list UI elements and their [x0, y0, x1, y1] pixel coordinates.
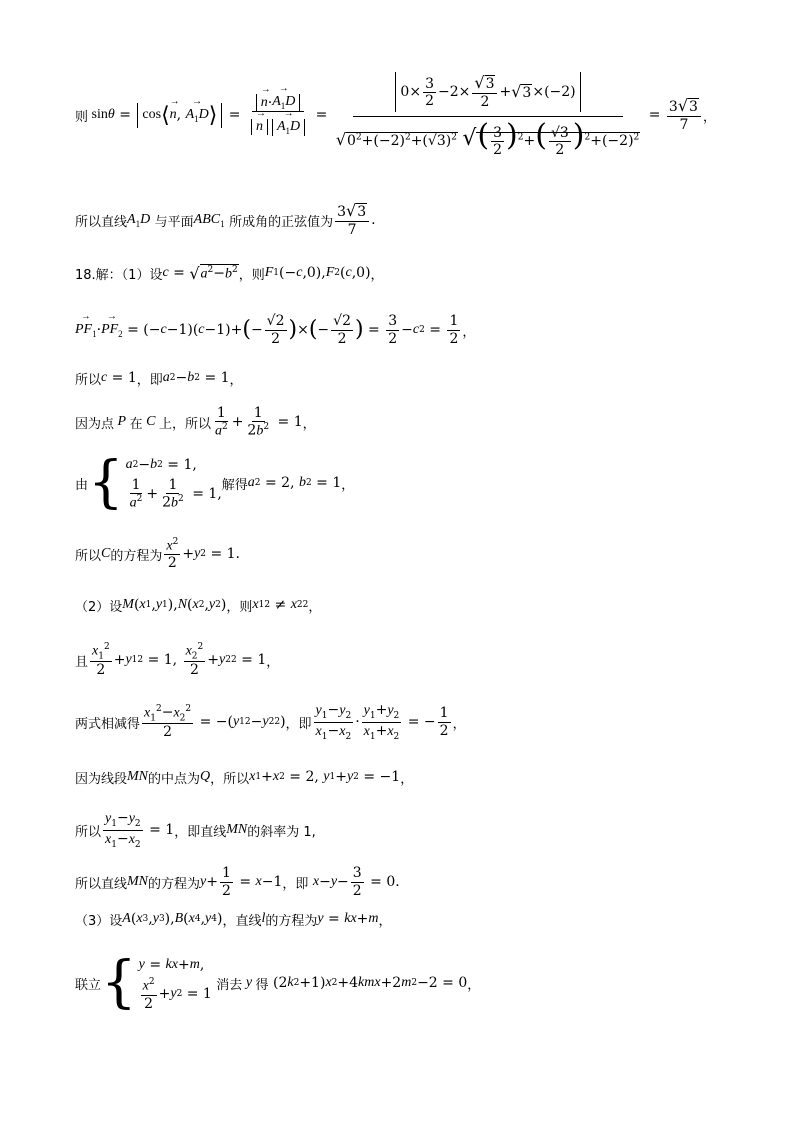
q18-subtract: 两式相减得 $\frac{x_1^2-x_2^2}{2}$ = −( y 1 2 − y 2 2 ) ，即 $\frac{y_1-y_2}{x_1-x_2}$ · $\frac{y_1+y_2}{x_1+x_2}$ = − $\frac{1}{2}$ ， [75, 702, 466, 742]
q18-part1-set-c: 18.解：（1）设 c = √ $a^2-b^2$ ，则 F 1 (− c ,0), F 2 ( c ,0) ， [75, 263, 384, 283]
q18-slope: 所以 $\frac{y_1-y_2}{x_1-x_2}$ = 1 ，即直线 MN 的斜率为 1, [75, 810, 316, 850]
q18-label: 18.解：（1）设 [75, 267, 163, 283]
frac-dot-over-norms: → n · → $A_1D$ → n → $A_1D$ [247, 94, 309, 137]
q18-both-on-ellipse: 且 $\frac{x_1^2}{2}$ + y 1 2 = 1, $\frac{x_2^2}{2}$ + y 2 2 = 1 ， [75, 641, 280, 679]
q18-dot-product: → $PF_1$ · → $PF_2$ = (− c −1)( c −1)+ ( − $\frac{√2}{2}$ ) × ( − $\frac{√2}{2}$ ) = $\frac{3}{2}$ − c 2 = $\frac{1}{2}$ ， [75, 305, 475, 355]
q18-point-on-c: 因为点 P 在 C 上，所以 $\frac{1}{a^2}$ + $\frac{1}{2b^2}$ = 1 ， [75, 404, 316, 439]
q18-part3-set: （3）设 A ( x 3 , y 3 ), B ( x 4 , y 4 ) ，直线 l 的方程为 y = kx + m ， [75, 911, 392, 929]
sin-theta-formula: 则 sin θ = cos ⟨ → n , → $A_1D$ ⟩ = → n · → $A_1D$ → n → $A_1D$ = 0× $\frac{3}{2}$ −2× $\frac{√3}{2}$ + √ 3 ×(−2) $√0^2+(-2)^2+(√3)^2$ √( $\frac{3}{2}$ )$^2$+( $\frac{√3}{2}$ )$^2+(-2)^2$ = $\frac{3√3}{7}$ ， [75, 60, 716, 170]
q18-joint-system: 联立 { y = kx + m , $\frac{x^2}{2}$ + y 2 = 1 消去 y 得 (2 k 2 +1) x 2 +4 kmx +2 m 2 −2 = 0 ， [75, 949, 481, 1015]
abs-cos: cos ⟨ → n , → $A_1D$ ⟩ [137, 103, 222, 128]
text-ze: 则 [75, 109, 89, 125]
q18-midpoint: 因为线段 MN 的中点为 Q ，所以 x 1 + x 2 = 2, y 1 + y 2 = −1 ， [75, 769, 414, 787]
frac-result: $\frac{3√3}{7}$ [667, 97, 701, 132]
q18-system-solve: 由 { a 2 − b 2 = 1, $\frac{1}{a^2}$ + $\frac{1}{2b^2}$ = 1, 解得 a 2 = 2, b 2 = 1 ， [75, 449, 355, 515]
frac-numeric: 0× $\frac{3}{2}$ −2× $\frac{√3}{2}$ + √ 3 ×(−2) $√0^2+(-2)^2+(√3)^2$ √( $\frac{3}{2}$ )$^2$+( $\frac{√3}{2}$ )$^2+(-2)^2$ [335, 73, 640, 158]
q18-line-mn-equation: 所以直线 MN 的方程为 y + $\frac{1}{2}$ = x −1 ，即 x − y − $\frac{3}{2}$ = 0. [75, 865, 400, 899]
q18-c-equals-1: 所以 c = 1 ，即 a 2 − b 2 = 1 ， [75, 370, 243, 388]
q18-equation-c: 所以 C 的方程为 $\frac{x^2}{2}$ + y 2 = 1. [75, 536, 241, 572]
q18-part2-set: （2）设 M ( x 1 , y 1 ), N ( x 2 , y 2 ) ，则 x 1 2 ≠ x 2 2 ， [75, 597, 322, 615]
sine-value-conclusion: 所以直线 $A_1D$ 与平面 $ABC_1$ 所成角的正弦值为 $\frac{3√3}{7}$ . [75, 201, 376, 238]
